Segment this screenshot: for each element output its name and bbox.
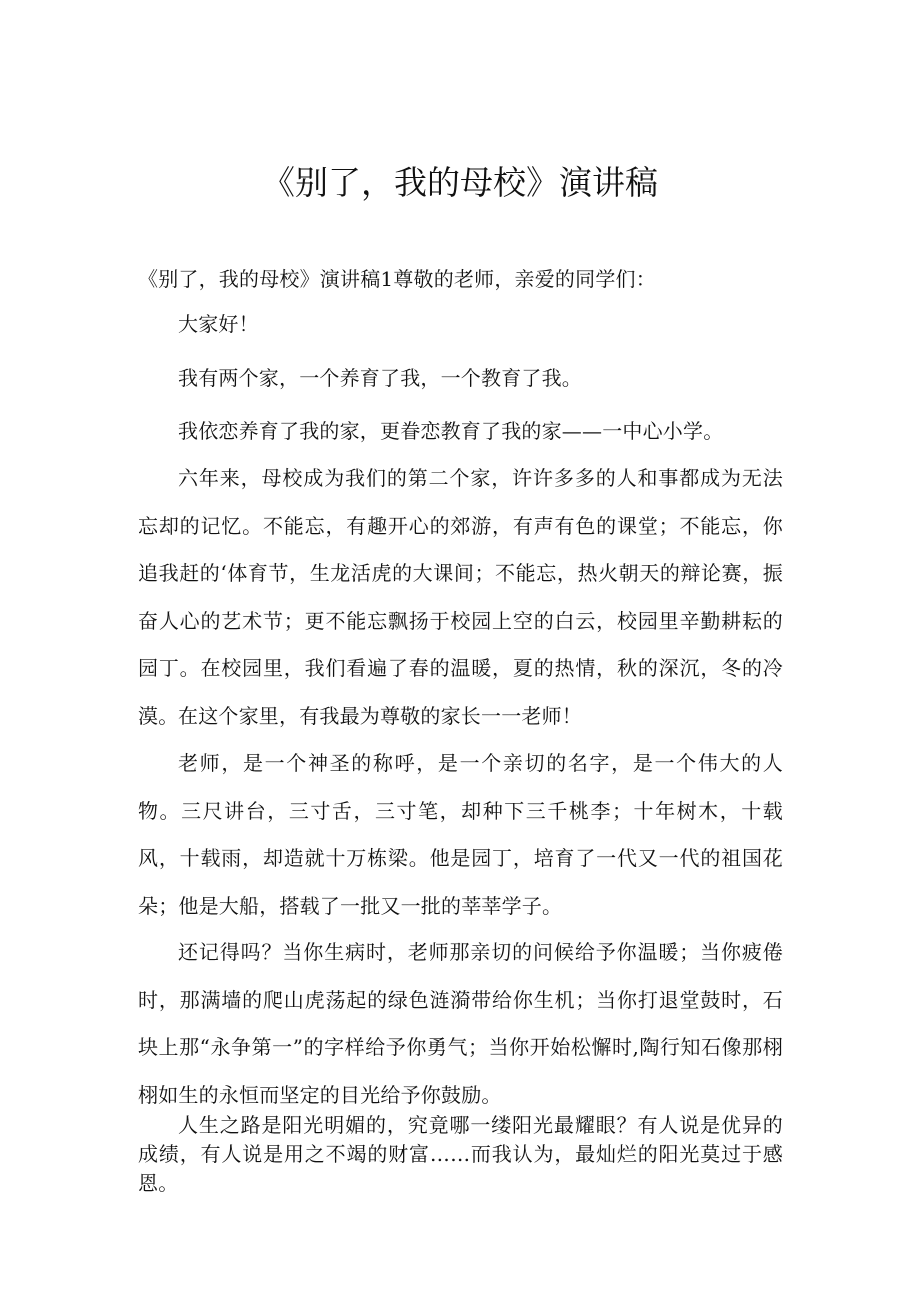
paragraph-school-home: 我依恋养育了我的家，更眷恋教育了我的家——一中心小学。 — [178, 419, 724, 443]
paragraph-gratitude: 人生之路是阳光明媚的，究竟哪一缕阳光最耀眼？有人说是优异的成绩，有人说是用之不竭的财富……而我认为，最灿烂的阳光莫过于感恩。 — [138, 1113, 783, 1195]
paragraph-memories: 还记得吗？当你生病时，老师那亲切的问候给予你温暖；当你疲倦时，那满墙的爬山虎荡起的绿色涟漪带给你生机；当你打退堂鼓时，石块上那“永争第一”的字样给予你勇气；当你开始松懈时,陶行知石像那栩栩如生的永恒而坚定的目光给予你鼓励。 — [138, 940, 783, 1107]
paragraph-greeting: 大家好！ — [178, 312, 259, 336]
lead-line: 《别了，我的母校》演讲稿1尊敬的老师，亲爱的同学们： — [138, 267, 656, 291]
paragraph-teacher-praise: 老师，是一个神圣的称呼，是一个亲切的名字，是一个伟大的人物。三尺讲台，三寸舌，三寸笔，却种下三千桃李；十年树木，十载风，十载雨，却造就十万栋梁。他是园丁，培育了一代又一代的祖国花朵；他是大船，搭载了一批又一批的莘莘学子。 — [138, 751, 783, 918]
paragraph-two-homes: 我有两个家，一个养育了我，一个教育了我。 — [178, 366, 582, 390]
paragraph-teachers-intro: 在这个家里，有我最为尊敬的家长一一老师！ — [178, 704, 582, 728]
paragraph-six-years: 六年来，母校成为我们的第二个家，许许多多的人和事都成为无法忘却的记忆。不能忘，有趣开心的郊游，有声有色的课堂；不能忘，你追我赶的‘体育节，生龙活虎的大课间；不能忘，热火朝天的辩论赛，振奋人心的艺术节；更不能忘飘扬于校园上空的白云，校园里辛勤耕耘的园丁。在校园里，我们看遍了春的温暖，夏的热情，秋的深沉，冬的冷漠。 — [138, 466, 783, 728]
document-title: 《别了，我的母校》演讲稿 — [262, 163, 658, 202]
